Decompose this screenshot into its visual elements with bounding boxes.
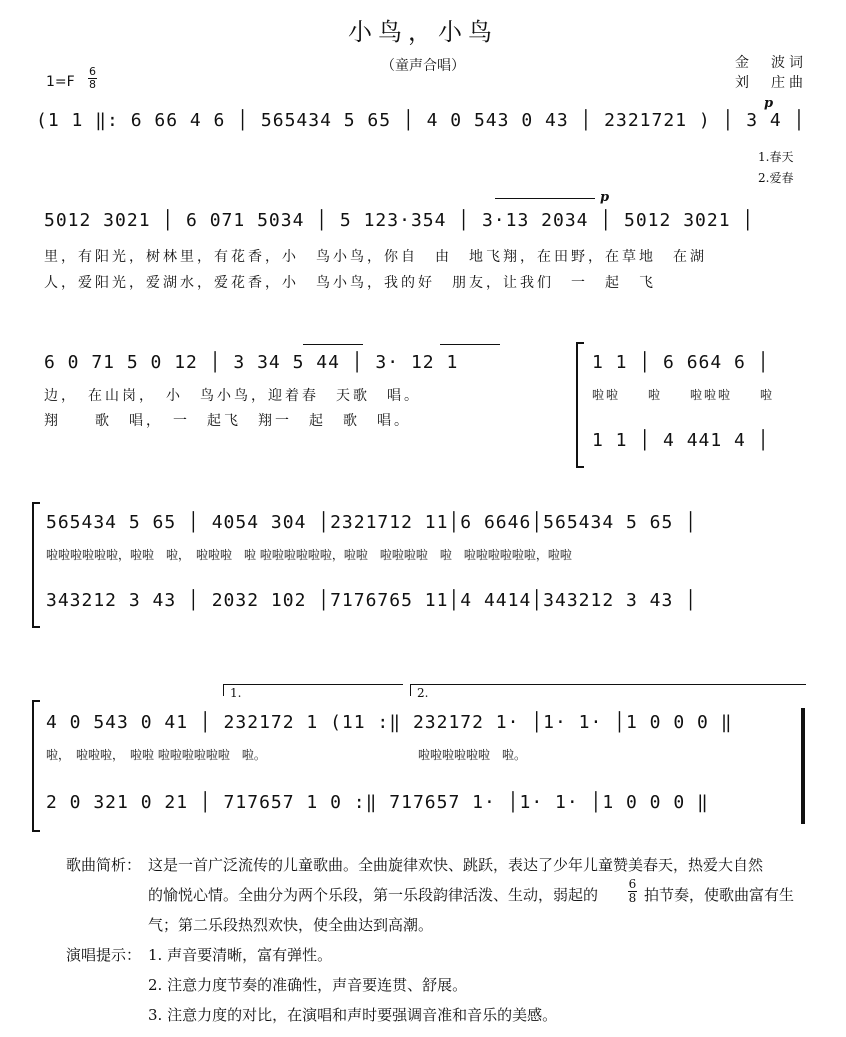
- dynamic-p-staff2: p: [600, 190, 610, 205]
- tips-label: 演唱提示：: [66, 946, 142, 964]
- staff3-lyric-verse2: 翔 歌 唱， 一 起飞 翔一 起 歌 唱。: [44, 413, 411, 429]
- song-subtitle: （童声合唱）: [381, 58, 465, 74]
- staff4-upper-part: 565434 5 65 │ 4054 304 │2321712 11│6 6646│565434 5 65 │: [46, 512, 698, 533]
- staff1-notes: (1 1 ‖: 6 66 4 6 │ 565434 5 65 │ 4 0 543 0 43 │ 2321721 ) │ 3 4 │: [36, 110, 806, 131]
- volta1-bracket-tick: [223, 684, 224, 696]
- tip-item-1: 1. 声音要清晰，富有弹性。: [148, 946, 333, 964]
- staff5-lyric-second-ending: 啦啦啦啦啦啦 啦。: [418, 748, 527, 762]
- staff2-notes: 5012 3021 │ 6 071 5034 │ 5 123·354 │ 3·13 2034 │ 5012 3021 │: [44, 210, 755, 231]
- analysis-line3: 气；第二乐段热烈欢快，使全曲达到高潮。: [148, 916, 434, 934]
- tip-item-2: 2. 注意力度节奏的准确性，声音要连贯、舒展。: [148, 976, 468, 994]
- crescendo-hairpin-2: [303, 344, 363, 345]
- volta2-label: 2.: [417, 686, 429, 700]
- staff3-lyric-verse1: 边， 在山岗， 小 鸟小鸟，迎着春 天歌 唱。: [44, 388, 421, 404]
- time-signature-numerator: 6: [89, 65, 96, 78]
- song-title: 小鸟，小鸟: [348, 18, 498, 46]
- staff5-upper-part: 4 0 543 0 41 │ 232172 1 (11 :‖ 232172 1· │1· 1· │1 0 0 0 ‖: [46, 712, 733, 733]
- key-signature: 1=F: [46, 74, 75, 90]
- staff3-notes: 6 0 71 5 0 12 │ 3 34 5 44 │ 3· 12 1: [44, 352, 459, 373]
- staff5-lyric-first-ending: 啦， 啦啦啦， 啦啦 啦啦啦啦啦啦 啦。: [46, 748, 266, 762]
- final-barline: [801, 708, 805, 824]
- staff3-upper-lyric: 啦啦 啦 啦啦啦 啦: [592, 388, 775, 402]
- dynamic-p-staff1: p: [764, 96, 774, 111]
- crescendo-hairpin-3: [440, 344, 500, 345]
- analysis-fraction-denominator: 8: [628, 891, 637, 905]
- volta2-bracket-tick: [410, 684, 411, 696]
- verse-mark-1: 1.春天: [758, 150, 794, 164]
- analysis-fraction-numerator: 6: [628, 877, 637, 891]
- verse-mark-2: 2.爱春: [758, 171, 794, 185]
- system-bracket-staff3: [576, 342, 584, 468]
- analysis-line2b: 拍节奏，使歌曲富有生: [644, 886, 795, 904]
- staff2-lyric-verse1: 里，有阳光，树林里，有花香，小 鸟小鸟，你自 由 地飞翔，在田野，在草地 在湖: [44, 249, 707, 265]
- volta1-label: 1.: [230, 686, 242, 700]
- analysis-line1: 这是一首广泛流传的儿童歌曲。全曲旋律欢快、跳跃，表达了少年儿童赞美春天，热爱大自然: [148, 856, 764, 874]
- system-bracket-staff5: [32, 700, 40, 832]
- volta1-bracket: [223, 684, 403, 685]
- staff5-lower-part: 2 0 321 0 21 │ 717657 1 0 :‖ 717657 1· │1· 1· │1 0 0 0 ‖: [46, 792, 709, 813]
- analysis-label: 歌曲简析：: [66, 856, 142, 874]
- analysis-line2a: 的愉悦心情。全曲分为两个乐段，第一乐段韵律活泼、生动，弱起的: [148, 886, 599, 904]
- time-signature: [88, 66, 97, 91]
- time-signature-denominator: 8: [89, 78, 96, 91]
- composer-credit: 刘 庄曲: [735, 75, 807, 91]
- analysis-fraction: [628, 878, 637, 905]
- lyricist-credit: 金 波词: [735, 55, 807, 71]
- crescendo-hairpin: [495, 198, 595, 199]
- volta2-bracket: [410, 684, 806, 685]
- staff3-upper-part: 1 1 │ 6 664 6 │: [592, 352, 770, 373]
- staff2-lyric-verse2: 人，爱阳光，爱湖水，爱花香，小 鸟小鸟，我的好 朋友，让我们 一 起 飞: [44, 275, 656, 291]
- system-bracket-staff4: [32, 502, 40, 628]
- staff4-lower-part: 343212 3 43 │ 2032 102 │7176765 11│4 4414│343212 3 43 │: [46, 590, 698, 611]
- staff4-lyric: 啦啦啦啦啦啦，啦啦 啦， 啦啦啦 啦 啦啦啦啦啦啦，啦啦 啦啦啦啦 啦 啦啦啦啦啦啦，啦啦: [46, 548, 572, 562]
- staff3-lower-part: 1 1 │ 4 441 4 │: [592, 430, 770, 451]
- tip-item-3: 3. 注意力度的对比，在演唱和声时要强调音准和音乐的美感。: [148, 1006, 558, 1024]
